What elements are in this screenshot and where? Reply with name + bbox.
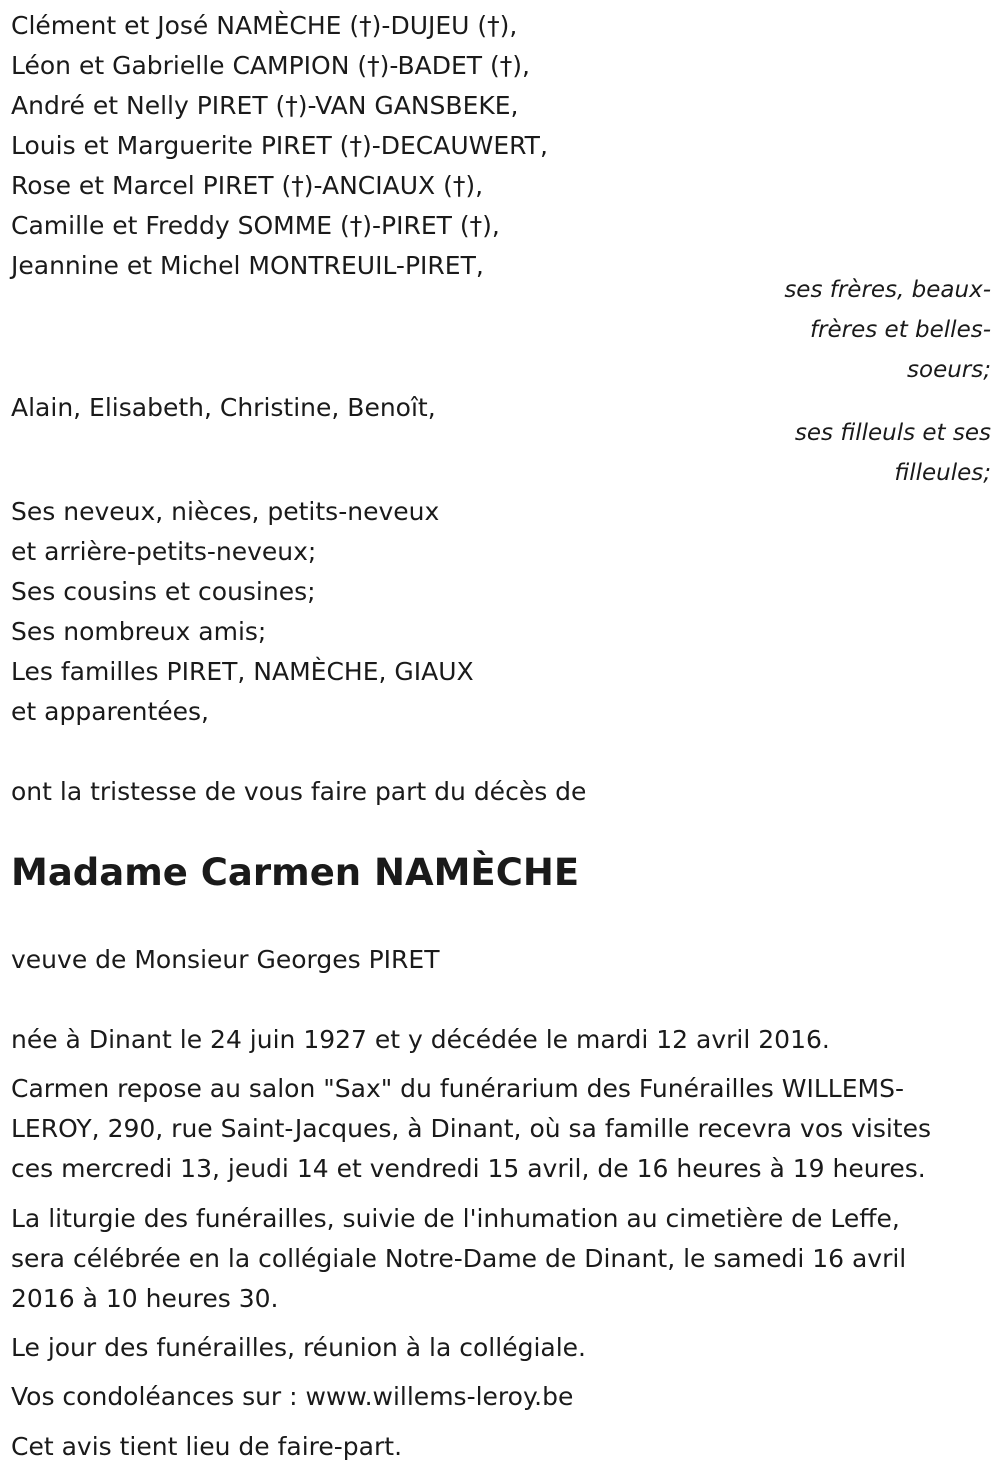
siblings-role-line: soeurs; xyxy=(907,357,991,383)
repose-line: ces mercredi 13, jeudi 14 et vendredi 15 avril, de 16 heures à 19 heures. xyxy=(11,1154,926,1183)
relatives-line: Ses cousins et cousines; xyxy=(11,577,316,606)
family-line: André et Nelly PIRET (†)-VAN GANSBEKE, xyxy=(11,91,519,120)
relatives-line: et arrière-petits-neveux; xyxy=(11,537,317,566)
godchildren-role-line: ses filleuls et ses xyxy=(794,420,991,446)
repose-line: Carmen repose au salon "Sax" du funérarium des Funérailles WILLEMS- xyxy=(11,1074,904,1103)
liturgy-line: sera célébrée en la collégiale Notre-Dame de Dinant, le samedi 16 avril xyxy=(11,1244,907,1273)
repose-line: LEROY, 290, rue Saint-Jacques, à Dinant, où sa famille recevra vos visites xyxy=(11,1114,932,1143)
relatives-line: Ses neveux, nièces, petits-neveux xyxy=(11,497,440,526)
liturgy-line: 2016 à 10 heures 30. xyxy=(11,1284,279,1313)
notice-text: Cet avis tient lieu de faire-part. xyxy=(11,1432,403,1461)
family-line: Léon et Gabrielle CAMPION (†)-BADET (†), xyxy=(11,51,530,80)
deceased-name: Madame Carmen NAMÈCHE xyxy=(11,851,580,894)
siblings-role-line: ses frères, beaux- xyxy=(784,277,991,303)
relatives-line: et apparentées, xyxy=(11,697,209,726)
siblings-role-line: frères et belles- xyxy=(809,317,991,343)
family-line: Rose et Marcel PIRET (†)-ANCIAUX (†), xyxy=(11,171,484,200)
family-line: Jeannine et Michel MONTREUIL-PIRET, xyxy=(11,251,484,280)
widow-of-text: veuve de Monsieur Georges PIRET xyxy=(11,945,440,974)
meeting-text: Le jour des funérailles, réunion à la collégiale. xyxy=(11,1333,586,1362)
birth-death-text: née à Dinant le 24 juin 1927 et y décédée le mardi 12 avril 2016. xyxy=(11,1025,830,1054)
relatives-line: Les familles PIRET, NAMÈCHE, GIAUX xyxy=(11,657,474,686)
godchildren-names: Alain, Elisabeth, Christine, Benoît, xyxy=(11,393,436,422)
family-line: Louis et Marguerite PIRET (†)-DECAUWERT, xyxy=(11,131,548,160)
relatives-line: Ses nombreux amis; xyxy=(11,617,267,646)
godchildren-role-line: filleules; xyxy=(894,460,991,486)
liturgy-line: La liturgie des funérailles, suivie de l'inhumation au cimetière de Leffe, xyxy=(11,1204,900,1233)
family-line: Camille et Freddy SOMME (†)-PIRET (†), xyxy=(11,211,500,240)
family-line: Clément et José NAMÈCHE (†)-DUJEU (†), xyxy=(11,11,518,40)
condolences-text: Vos condoléances sur : www.willems-leroy.be xyxy=(11,1382,574,1411)
announcement-text: ont la tristesse de vous faire part du décès de xyxy=(11,777,587,806)
